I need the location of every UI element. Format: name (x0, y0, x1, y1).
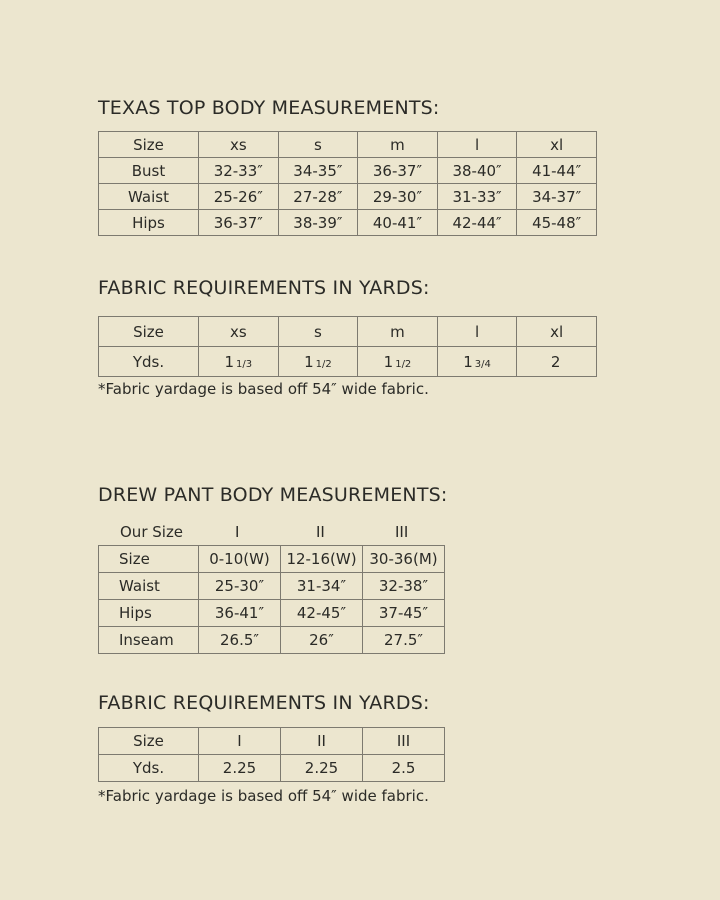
table-cell: 25-30″ (199, 573, 281, 600)
our-size-iii: III (395, 523, 409, 541)
drew-measurements-title: DREW PANT BODY MEASUREMENTS: (98, 484, 448, 506)
table-cell: 32-33″ (199, 158, 279, 184)
table-cell (437, 347, 517, 377)
table-cell (358, 347, 438, 377)
table-cell: 2.5 (363, 755, 445, 782)
table-cell: 27-28″ (278, 184, 358, 210)
yardage-fraction: 1/3 (236, 358, 253, 370)
yardage-whole: 1 (224, 352, 235, 371)
table-cell: l (437, 317, 517, 347)
yardage-whole: 1 (383, 352, 394, 371)
texas-fabric-table (98, 316, 597, 377)
table-cell: xs (199, 132, 279, 158)
table-header-row (99, 132, 597, 158)
table-cell: m (358, 132, 438, 158)
table-cell: 37-45″ (363, 600, 445, 627)
yardage-fraction: 1/2 (395, 358, 412, 370)
table-cell: III (363, 728, 445, 755)
table-cell: 34-35″ (278, 158, 358, 184)
table-cell: 36-41″ (199, 600, 281, 627)
table-cell: 38-39″ (278, 210, 358, 236)
table-cell: 38-40″ (437, 158, 517, 184)
table-cell: Yds. (99, 755, 199, 782)
our-size-ii: II (316, 523, 325, 541)
table-cell: Hips (99, 210, 199, 236)
drew-fabric-note: *Fabric yardage is based off 54″ wide fabric. (98, 787, 429, 805)
drew-fabric-title: FABRIC REQUIREMENTS IN YARDS: (98, 692, 430, 714)
table-cell: 0-10(W) (199, 546, 281, 573)
table-cell: 26.5″ (199, 627, 281, 654)
table-row (99, 627, 445, 654)
table-cell: II (281, 728, 363, 755)
table-cell: m (358, 317, 438, 347)
table-cell: s (278, 317, 358, 347)
table-cell: Yds. (99, 347, 199, 377)
table-cell: 45-48″ (517, 210, 597, 236)
yardage-fraction: 3/4 (474, 358, 491, 370)
table-cell: Waist (99, 573, 199, 600)
table-cell: xl (517, 317, 597, 347)
table-cell: s (278, 132, 358, 158)
our-size-header (98, 523, 444, 545)
table-cell: 31-34″ (281, 573, 363, 600)
table-cell: xl (517, 132, 597, 158)
table-cell: 29-30″ (358, 184, 438, 210)
table-row (99, 573, 445, 600)
yardage-whole: 2 (550, 352, 561, 371)
table-cell (199, 347, 279, 377)
table-cell: Size (99, 132, 199, 158)
yardage-fraction: 1/2 (315, 358, 332, 370)
yardage-whole: 1 (463, 352, 473, 371)
our-size-i: I (235, 523, 240, 541)
texas-fabric-note: *Fabric yardage is based off 54″ wide fabric. (98, 380, 429, 398)
table-cell: 40-41″ (358, 210, 438, 236)
table-cell: 25-26″ (199, 184, 279, 210)
table-cell: 2.25 (199, 755, 281, 782)
table-cell: Hips (99, 600, 199, 627)
table-row (99, 755, 445, 782)
drew-fabric-table (98, 727, 445, 782)
table-cell: l (437, 132, 517, 158)
table-cell: Inseam (99, 627, 199, 654)
table-cell: 41-44″ (517, 158, 597, 184)
table-cell: 2.25 (281, 755, 363, 782)
texas-fabric-title: FABRIC REQUIREMENTS IN YARDS: (98, 277, 430, 299)
table-cell: 30-36(M) (363, 546, 445, 573)
table-cell: 42-45″ (281, 600, 363, 627)
table-row (99, 184, 597, 210)
table-cell: 32-38″ (363, 573, 445, 600)
table-cell: xs (199, 317, 279, 347)
table-row (99, 600, 445, 627)
table-cell: 31-33″ (437, 184, 517, 210)
table-cell: 42-44″ (437, 210, 517, 236)
table-cell: Size (99, 317, 199, 347)
texas-measurements-title: TEXAS TOP BODY MEASUREMENTS: (98, 97, 440, 119)
table-row (99, 546, 445, 573)
table-cell (517, 347, 597, 377)
yardage-whole: 1 (304, 352, 314, 371)
table-row (99, 210, 597, 236)
drew-measurements-table (98, 545, 445, 654)
table-cell: I (199, 728, 281, 755)
table-cell: 36-37″ (199, 210, 279, 236)
table-row (99, 158, 597, 184)
table-cell: 36-37″ (358, 158, 438, 184)
table-cell: 12-16(W) (281, 546, 363, 573)
texas-measurements-table (98, 131, 597, 236)
table-header-row (99, 728, 445, 755)
our-size-label: Our Size (120, 523, 184, 541)
table-cell: Waist (99, 184, 199, 210)
table-cell: 27.5″ (363, 627, 445, 654)
table-row (99, 347, 597, 377)
table-cell (278, 347, 358, 377)
table-header-row (99, 317, 597, 347)
table-cell: Bust (99, 158, 199, 184)
table-cell: Size (99, 728, 199, 755)
table-cell: 26″ (281, 627, 363, 654)
table-cell: 34-37″ (517, 184, 597, 210)
table-cell: Size (99, 546, 199, 573)
